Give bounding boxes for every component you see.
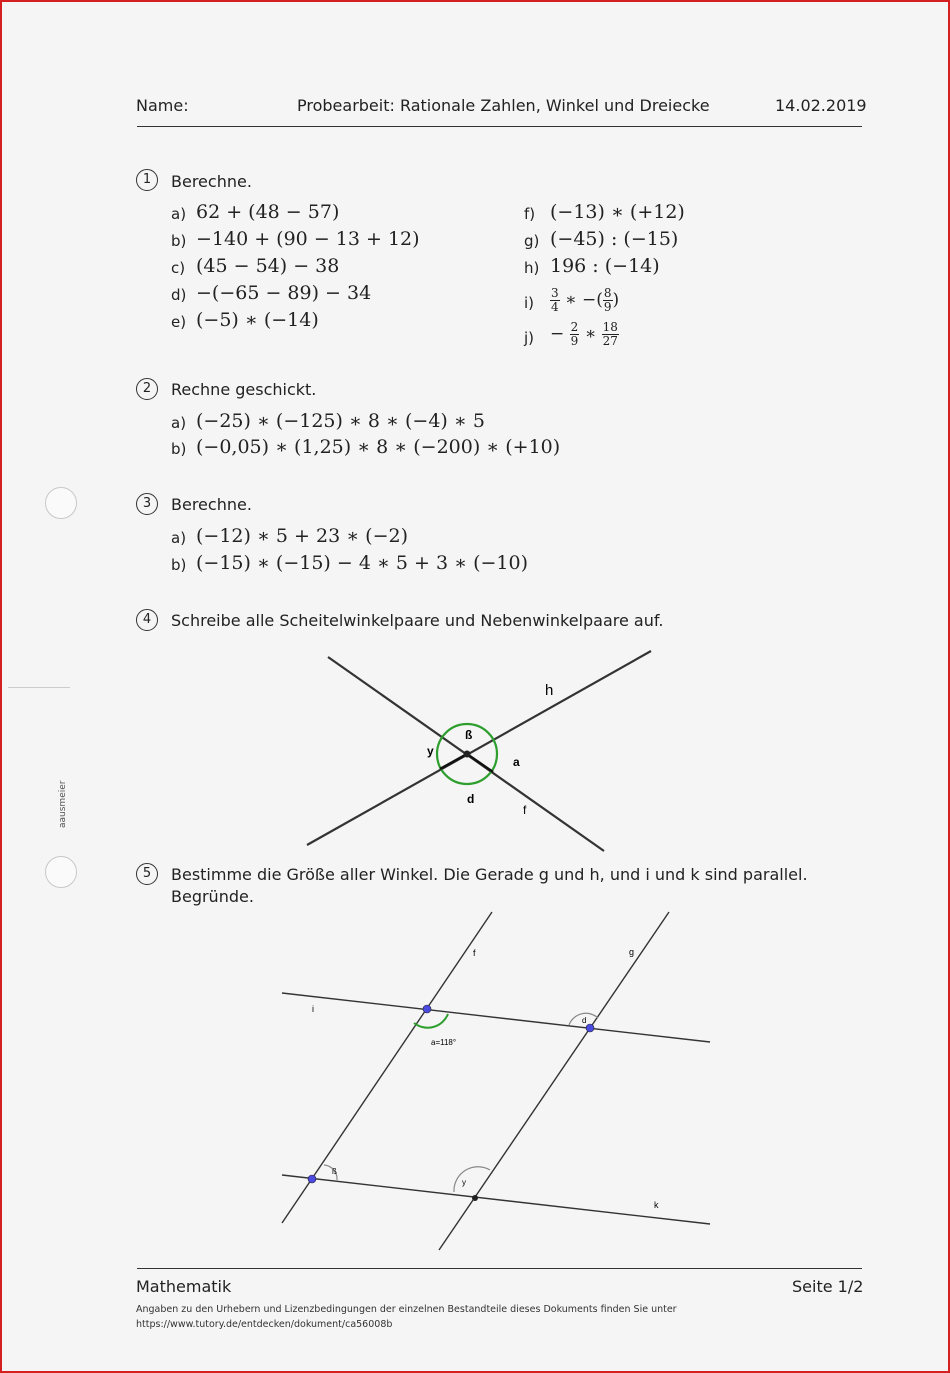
footer-subject: Mathematik bbox=[136, 1277, 232, 1296]
label-beta: ß bbox=[332, 1167, 337, 1176]
denominator: 9 bbox=[570, 334, 579, 348]
task-1g-label: g) bbox=[524, 232, 540, 250]
label-g: g bbox=[629, 947, 635, 957]
task-1h-label: h) bbox=[524, 259, 540, 277]
intersection-point bbox=[423, 1005, 431, 1013]
line-k bbox=[282, 1175, 710, 1224]
task-3b-label: b) bbox=[171, 556, 187, 574]
operator: ∗ bbox=[584, 324, 597, 344]
task-1d-expr: −(−65 − 89) − 34 bbox=[196, 282, 372, 304]
footer-rule bbox=[137, 1268, 862, 1269]
task-1h-expr: 196 : (−14) bbox=[550, 255, 660, 277]
numerator: 2 bbox=[570, 320, 579, 334]
task-1-instruction: Berechne. bbox=[171, 172, 252, 191]
numerator: 3 bbox=[551, 286, 559, 300]
task-1f-expr: (−13) ∗ (+12) bbox=[550, 201, 685, 223]
angle-arc-gamma bbox=[454, 1167, 490, 1192]
intersection-point bbox=[464, 751, 471, 758]
task-number-5: 5 bbox=[136, 863, 158, 885]
label-f: f bbox=[523, 803, 527, 817]
label-beta: ß bbox=[465, 728, 473, 742]
task-number-1: 1 bbox=[136, 169, 158, 191]
label-k: k bbox=[654, 1200, 659, 1210]
footer-note-line1: Angaben zu den Urhebern und Lizenzbedingungen der einzelnen Bestandteile dieses Dokuments finden Sie unter bbox=[136, 1304, 677, 1315]
task-1d-label: d) bbox=[171, 286, 187, 304]
label-delta: d bbox=[467, 792, 475, 806]
task-1b-expr: −140 + (90 − 13 + 12) bbox=[196, 228, 420, 250]
line-i bbox=[282, 993, 710, 1042]
label-alpha: a=118° bbox=[431, 1038, 457, 1047]
task-number-2: 2 bbox=[136, 378, 158, 400]
intersection-point bbox=[586, 1024, 594, 1032]
task-5-instruction-line2: Begründe. bbox=[171, 887, 254, 906]
footer-note-link[interactable]: https://www.tutory.de/entdecken/dokument/ca56008b bbox=[136, 1319, 393, 1330]
crossing-lines-figure bbox=[2, 2, 948, 1371]
task-2-instruction: Rechne geschickt. bbox=[171, 380, 317, 399]
task-1e-label: e) bbox=[171, 313, 187, 331]
label-h: h bbox=[545, 682, 554, 699]
denominator: 9 bbox=[603, 300, 612, 314]
footer-page: Seite 1/2 bbox=[792, 1277, 864, 1296]
task-1f-label: f) bbox=[524, 205, 536, 223]
task-2a-label: a) bbox=[171, 414, 187, 432]
task-1e-expr: (−5) ∗ (−14) bbox=[196, 309, 319, 331]
denominator: 4 bbox=[551, 300, 559, 314]
label-f: f bbox=[473, 948, 476, 958]
intersection-point bbox=[472, 1195, 478, 1201]
task-3a-expr: (−12) ∗ 5 + 23 ∗ (−2) bbox=[196, 525, 409, 547]
operator: ∗ −( bbox=[565, 290, 603, 310]
label-gamma: y bbox=[462, 1178, 466, 1187]
task-1c-label: c) bbox=[171, 259, 186, 277]
task-1b-label: b) bbox=[171, 232, 187, 250]
date: 14.02.2019 bbox=[775, 96, 867, 115]
angle-ray bbox=[467, 754, 493, 772]
task-1g-expr: (−45) : (−15) bbox=[550, 228, 679, 250]
label-i: i bbox=[312, 1004, 314, 1014]
task-2a-expr: (−25) ∗ (−125) ∗ 8 ∗ (−4) ∗ 5 bbox=[196, 410, 485, 432]
task-1a-expr: 62 + (48 − 57) bbox=[196, 201, 340, 223]
numerator: 8 bbox=[603, 286, 612, 300]
task-3a-label: a) bbox=[171, 529, 187, 547]
label-gamma: y bbox=[427, 744, 434, 758]
task-4-instruction: Schreibe alle Scheitelwinkelpaare und Nebenwinkelpaare auf. bbox=[171, 611, 664, 630]
page-title: Probearbeit: Rationale Zahlen, Winkel und Dreiecke bbox=[297, 96, 710, 115]
task-2b-label: b) bbox=[171, 440, 187, 458]
angle-ray bbox=[440, 754, 467, 769]
task-5-instruction-line1: Bestimme die Größe aller Winkel. Die Gerade g und h, und i und k sind parallel. bbox=[171, 865, 808, 884]
numerator: 18 bbox=[602, 320, 618, 334]
intersection-point bbox=[308, 1175, 316, 1183]
task-number-4: 4 bbox=[136, 609, 158, 631]
label-d: d bbox=[582, 1016, 587, 1025]
task-1a-label: a) bbox=[171, 205, 187, 223]
name-label: Name: bbox=[136, 96, 189, 115]
task-3-instruction: Berechne. bbox=[171, 495, 252, 514]
side-label: aausmeier bbox=[58, 780, 68, 828]
task-1j-label: j) bbox=[524, 329, 535, 347]
label-alpha: a bbox=[513, 755, 520, 769]
denominator: 27 bbox=[602, 334, 618, 348]
sign: − bbox=[550, 324, 565, 344]
line-h bbox=[307, 651, 651, 845]
task-1i-label: i) bbox=[524, 294, 535, 312]
task-number-3: 3 bbox=[136, 493, 158, 515]
paren: ) bbox=[612, 290, 620, 310]
task-2b-expr: (−0,05) ∗ (1,25) ∗ 8 ∗ (−200) ∗ (+10) bbox=[196, 436, 561, 458]
task-3b-expr: (−15) ∗ (−15) − 4 ∗ 5 + 3 ∗ (−10) bbox=[196, 552, 529, 574]
task-1c-expr: (45 − 54) − 38 bbox=[196, 255, 340, 277]
